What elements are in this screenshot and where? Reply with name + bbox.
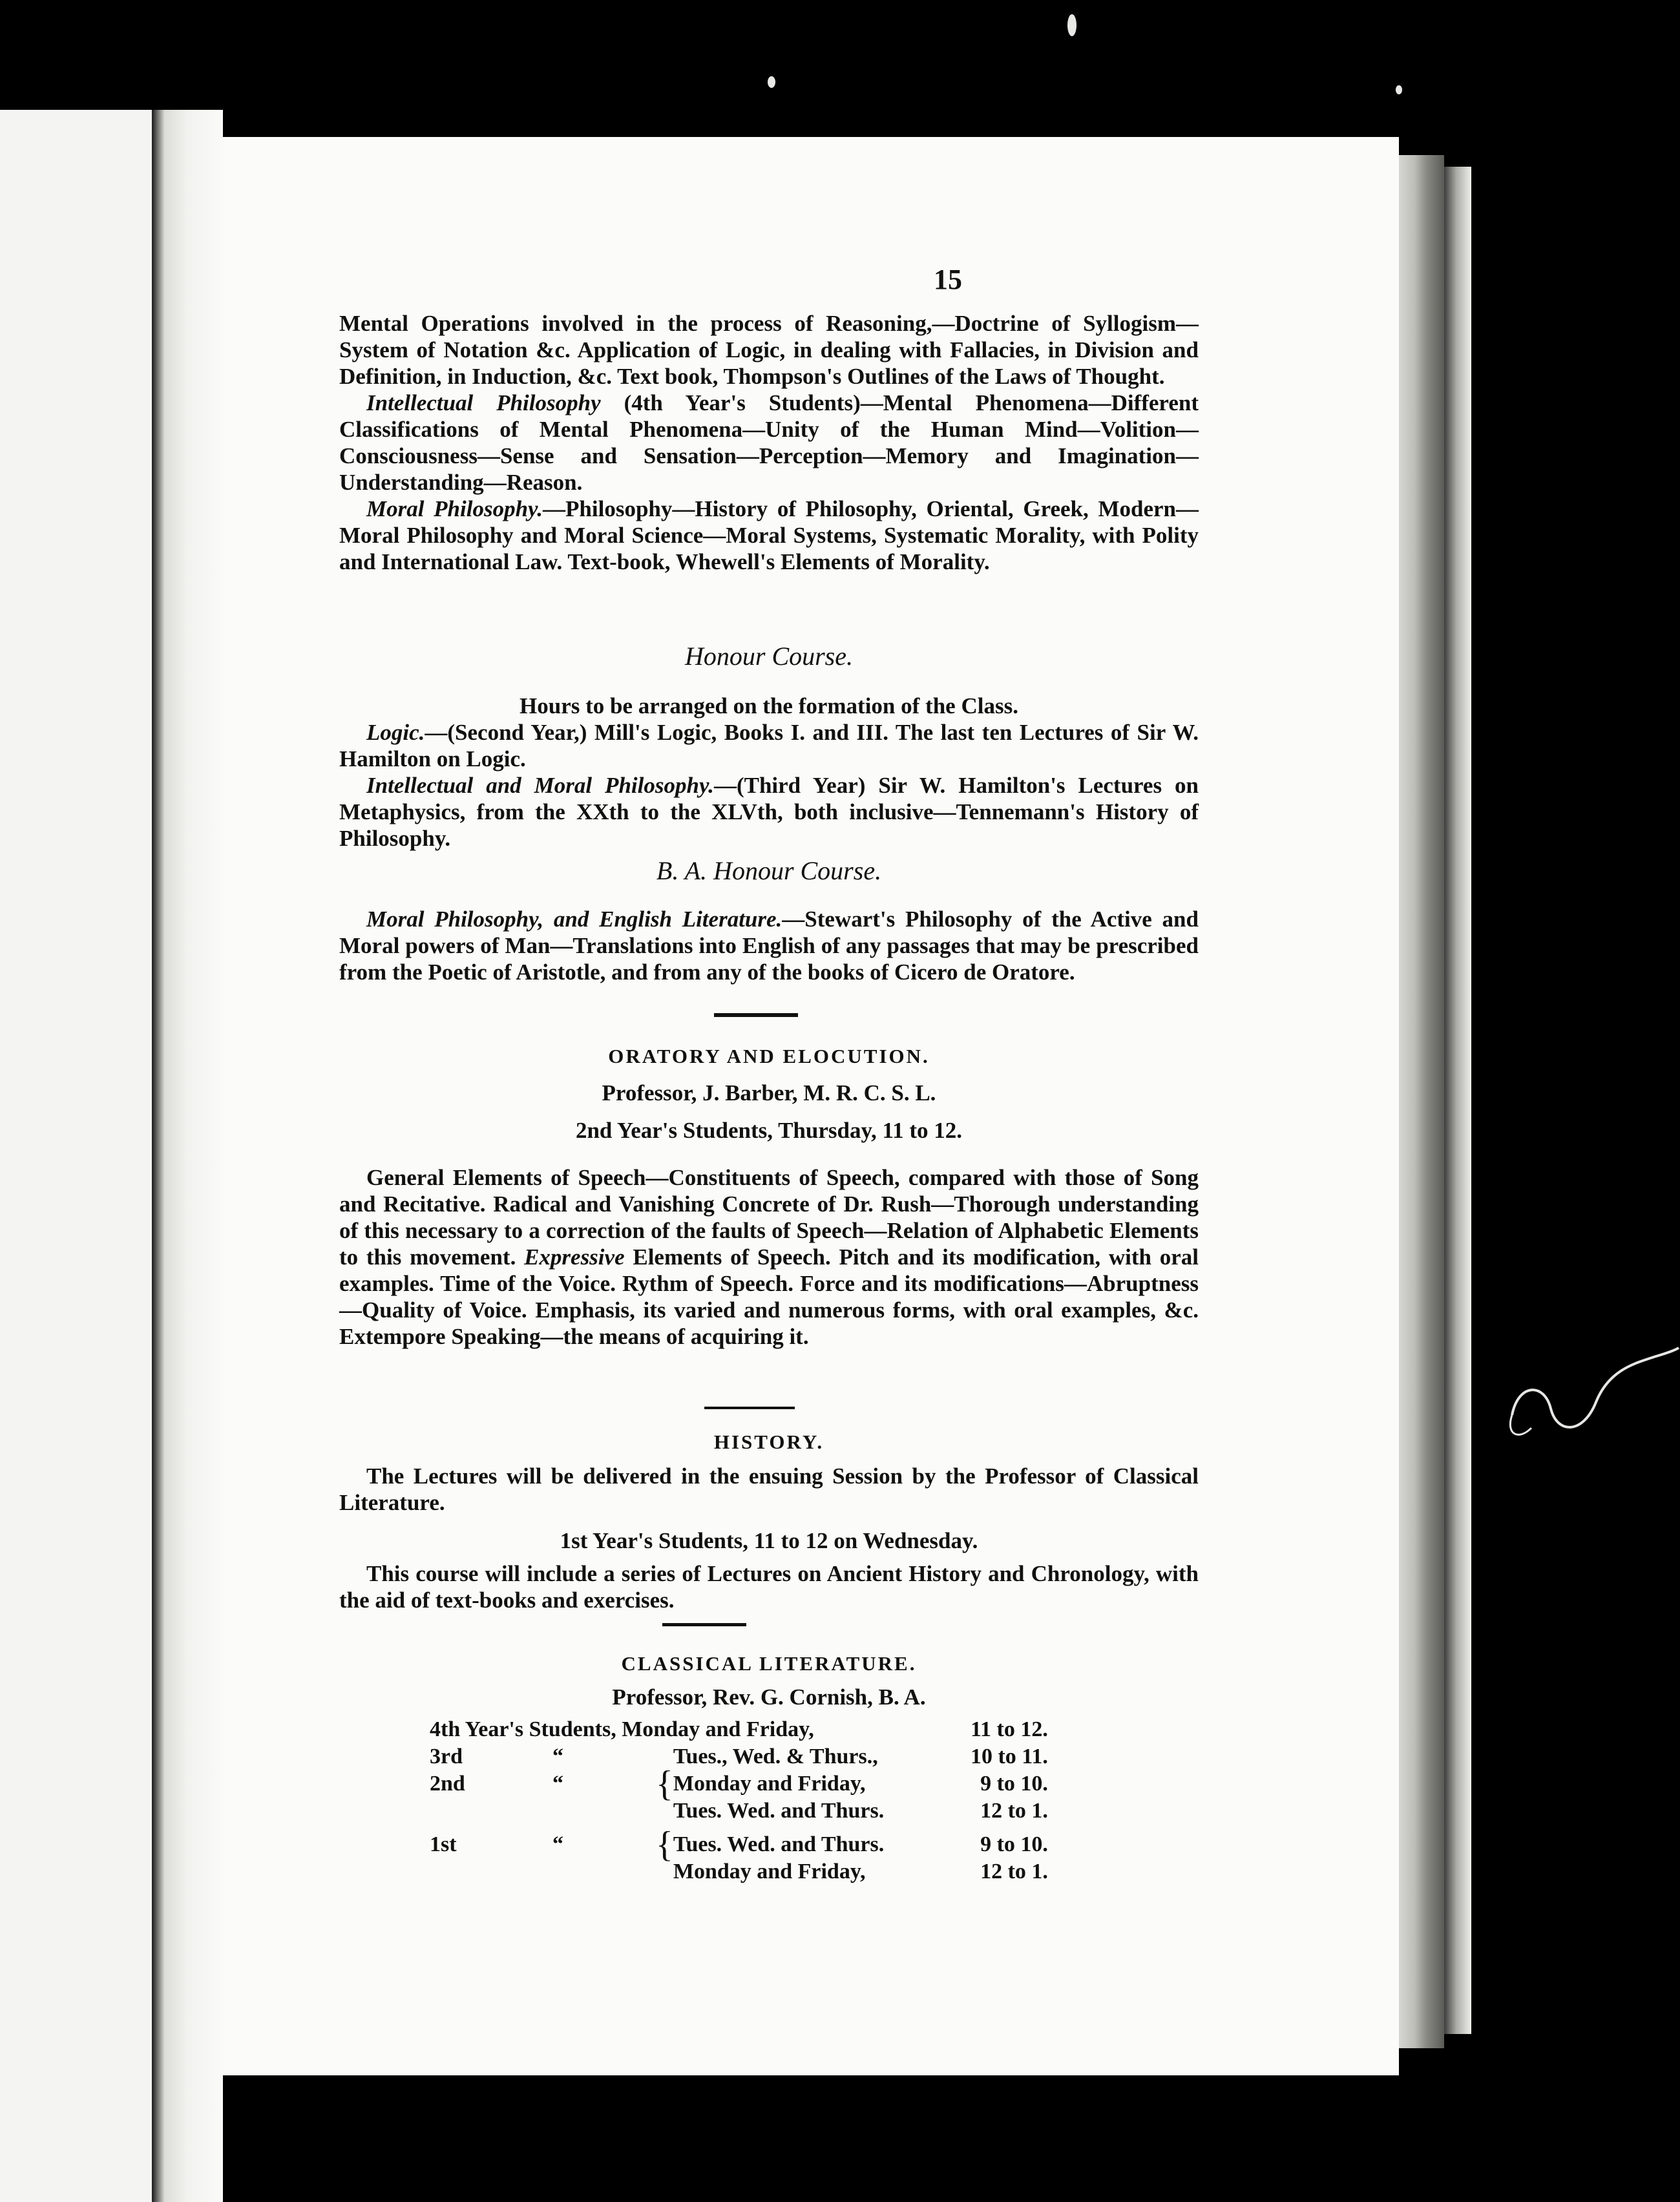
book-page (223, 137, 1399, 2075)
oratory-italic: Expressive (524, 1244, 625, 1270)
intellectual-philosophy-text: (4th Year's Students)—Mental Phenomena—Different Classifications of Mental Phenomena—Unity of the Human Mind—Volition—Consciousness—Sense and Sensation—Perception—Memory and Imagination—Understanding—Reason. (339, 390, 1199, 495)
ba-honour-paragraph (339, 906, 1199, 985)
ba-honour-section (339, 906, 1199, 985)
ditto-mark: “ (552, 1772, 563, 1796)
history-section (339, 1463, 1199, 1613)
schedule-row (430, 1770, 1048, 1798)
honour-course-heading: Honour Course. (684, 642, 854, 671)
moral-philosophy-text: —Philosophy—History of Philosophy, Oriental, Greek, Modern—Moral Philosophy and Moral Science—Moral Systems, Systematic Morality, with Polity and International Law. Text-book, Whewell's Elements of Morality. (339, 496, 1199, 574)
page-edge-stack (1444, 167, 1471, 2034)
schedule-row (430, 1858, 1048, 1885)
ba-honour-label: Moral Philosophy, and English Literature. (366, 907, 782, 932)
honour-logic-label: Logic. (366, 720, 425, 745)
schedule-days: Tues., Wed. & Thurs., (673, 1745, 878, 1768)
ditto-mark: “ (552, 1832, 563, 1856)
oratory-text-b: Elements of Speech. Pitch and its modification, with oral examples. Time of the Voice. Rythm of Speech. Force and its modifications—Abruptness—Quality of Voice. Emphasis, its varied and numerous forms, with oral examples, &c. Extempore Speaking—the means of acquiring it. (339, 1244, 1199, 1349)
schedule-time: 12 to 1. (980, 1799, 1048, 1823)
history-paragraph-1: The Lectures will be delivered in the ensuing Session by the Professor of Classical Literature. (339, 1463, 1199, 1515)
schedule-brace: { (656, 1825, 673, 1865)
section-divider (662, 1623, 746, 1626)
schedule-year (430, 1858, 527, 1885)
schedule-year: 3rd (430, 1745, 463, 1768)
stray-fiber (1506, 1344, 1680, 1473)
schedule-days: Tues. Wed. and Thurs. (673, 1832, 885, 1856)
scan-speck (768, 76, 775, 88)
honour-logic-paragraph (339, 719, 1199, 772)
honour-philosophy-label: Intellectual and Moral Philosophy. (366, 773, 714, 798)
ditto-mark (527, 1858, 656, 1885)
honour-philosophy-text: —(Third Year) Sir W. Hamilton's Lectures on Metaphysics, from the XXth to the XLVth, both inclusive—Tennemann's History of Philosophy. (339, 773, 1199, 851)
history-heading: HISTORY. (713, 1431, 824, 1453)
ditto-mark: “ (552, 1745, 563, 1768)
ditto-mark (527, 1798, 656, 1825)
honour-philosophy-paragraph (339, 772, 1199, 852)
schedule-brace: { (656, 1764, 673, 1804)
schedule-year: 1st (430, 1832, 457, 1856)
classical-professor: Professor, Rev. G. Cornish, B. A. (612, 1684, 926, 1710)
schedule-time: 11 to 12. (970, 1717, 1048, 1741)
oratory-schedule: 2nd Year's Students, Thursday, 11 to 12. (575, 1118, 963, 1143)
oratory-heading: ORATORY AND ELOCUTION. (608, 1045, 930, 1067)
section-divider (714, 1013, 798, 1017)
classical-literature-heading: CLASSICAL LITERATURE. (621, 1652, 917, 1675)
section-divider (704, 1407, 795, 1409)
honour-hours: Hours to be arranged on the formation of the Class. (520, 693, 1018, 718)
schedule-days: Monday and Friday, (673, 1772, 866, 1796)
fiber-curl (1510, 1415, 1531, 1434)
oratory-text-a: General Elements of Speech—Constituents of Speech, compared with those of Song and Recitative. Radical and Vanishing Concrete of Dr. Rush—Thorough understanding of this necessary to a correction of the faults of Speech—Relation of Alphabetic Elements to this movement. (339, 1165, 1199, 1270)
schedule-year (430, 1798, 527, 1825)
oratory-paragraph (339, 1164, 1199, 1350)
intellectual-philosophy-paragraph (339, 390, 1199, 496)
schedule-row (430, 1825, 1048, 1858)
schedule-time: 10 to 11. (970, 1745, 1048, 1768)
page-edge-shadow (1399, 155, 1444, 2048)
page-number: 15 (934, 264, 962, 295)
moral-philosophy-paragraph (339, 496, 1199, 575)
history-schedule: 1st Year's Students, 11 to 12 on Wednesday. (560, 1528, 978, 1553)
ba-honour-text: —Stewart's Philosophy of the Active and Moral powers of Man—Translations into English of any passages that may be prescribed from the Poetic of Aristotle, and from any of the books of Cicero de Oratore. (339, 907, 1199, 985)
history-paragraph-2: This course will include a series of Lectures on Ancient History and Chronology, with the aid of text-books and exercises. (339, 1561, 1199, 1613)
schedule-time: 9 to 10. (980, 1832, 1048, 1856)
scan-speck (1067, 14, 1076, 36)
schedule-row-label: 4th Year's Students, Monday and Friday, (430, 1717, 814, 1741)
ba-honour-course-heading: B. A. Honour Course. (656, 856, 882, 885)
book-gutter (152, 110, 223, 2202)
intellectual-philosophy-label: Intellectual Philosophy (366, 390, 601, 415)
oratory-professor: Professor, J. Barber, M. R. C. S. L. (602, 1080, 936, 1106)
schedule-time: 9 to 10. (980, 1772, 1048, 1796)
honour-course-section (339, 693, 1199, 852)
oratory-section (339, 1164, 1199, 1350)
schedule-row (430, 1798, 1048, 1825)
moral-philosophy-label: Moral Philosophy. (366, 496, 543, 521)
honour-logic-text: —(Second Year,) Mill's Logic, Books I. and III. The last ten Lectures of Sir W. Hamilton on Logic. (339, 720, 1199, 771)
previous-page-fragment (0, 110, 156, 2202)
logic-paragraph: Mental Operations involved in the process of Reasoning,—Doctrine of Syllogism—System of Notation &c. Application of Logic, in dealing with Fallacies, in Division and Definition, in Induction, &c. Text book, Thompson's Outlines of the Laws of Thought. (339, 311, 1199, 389)
schedule-days: Monday and Friday, (673, 1860, 866, 1883)
classical-schedule-table (430, 1716, 1048, 1885)
schedule-row (430, 1743, 1048, 1770)
intro-section (339, 310, 1199, 575)
schedule-time: 12 to 1. (980, 1860, 1048, 1883)
schedule-days: Tues. Wed. and Thurs. (673, 1799, 885, 1823)
schedule-row (430, 1716, 1048, 1743)
scan-speck (1396, 85, 1402, 94)
fiber-path (1512, 1348, 1679, 1427)
schedule-year: 2nd (430, 1772, 465, 1796)
